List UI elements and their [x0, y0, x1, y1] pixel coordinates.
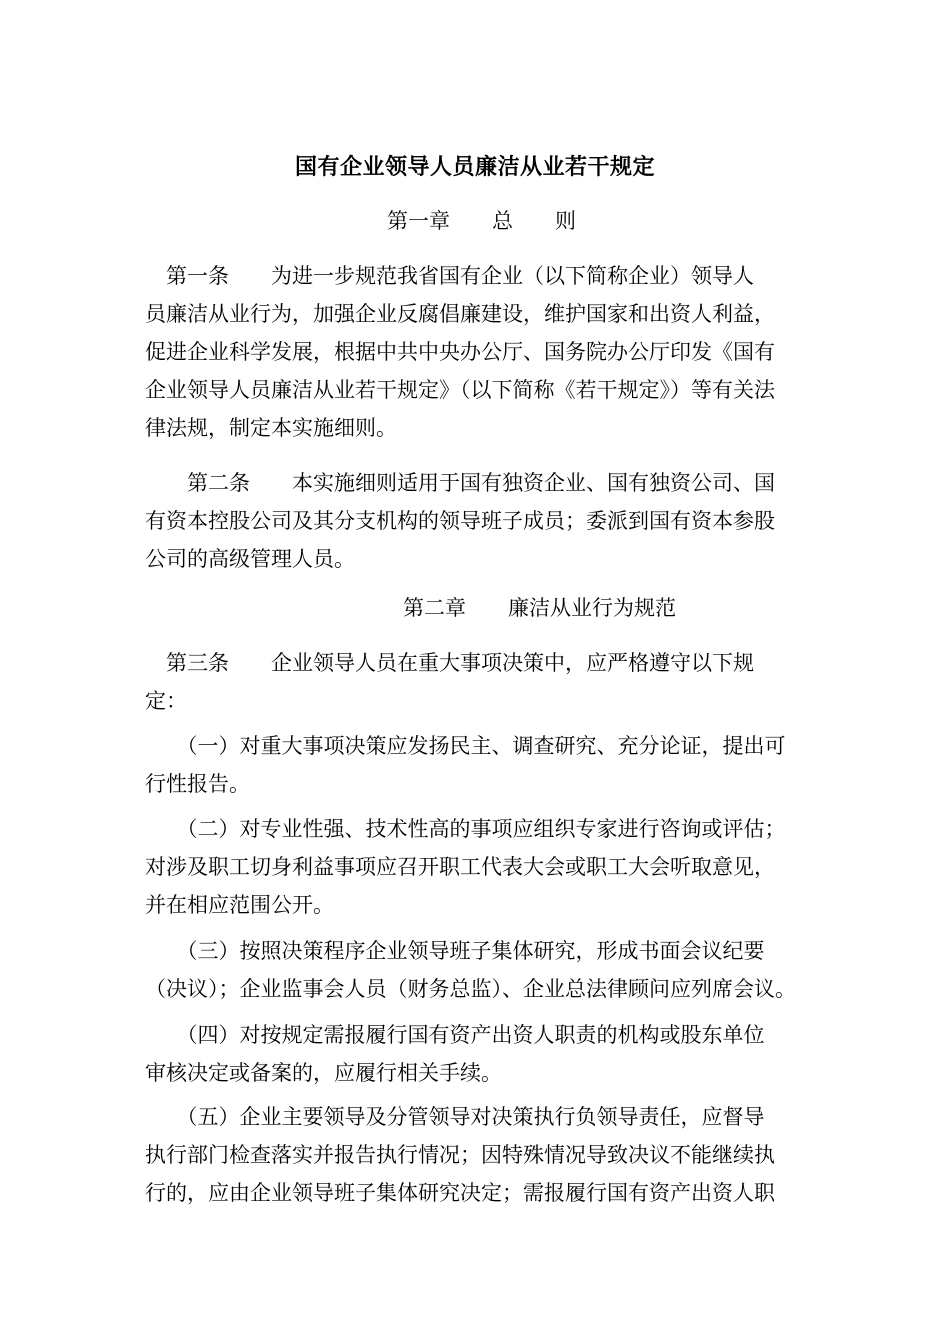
list-item — [145, 727, 807, 803]
text-line: 企业领导人员廉洁从业若干规定》（以下简称《若干规定》）等有关法 — [145, 378, 775, 402]
text-line: （决议）；企业监事会人员（财务总监）、企业总法律顾问应列席会议。 — [145, 977, 796, 1001]
text-line: （四）对按规定需报履行国有资产出资人职责的机构或股东单位 — [145, 1023, 765, 1047]
text-line: 员廉洁从业行为，加强企业反腐倡廉建设，维护国家和出资人利益， — [145, 302, 775, 326]
article-paragraph — [145, 464, 807, 578]
text-line: 律法规，制定本实施细则。 — [145, 416, 397, 440]
text-line: 有资本控股公司及其分支机构的领导班子成员；委派到国有资本参股 — [145, 509, 775, 533]
text-line: 审核决定或备案的，应履行相关手续。 — [145, 1061, 502, 1085]
text-line: 第一条 为进一步规范我省国有企业（以下简称企业）领导人 — [145, 264, 754, 288]
list-item — [145, 810, 807, 924]
text-line: 对涉及职工切身利益事项应召开职工代表大会或职工大会听取意见， — [145, 855, 775, 879]
list-item — [145, 1016, 807, 1092]
text-line: （五）企业主要领导及分管领导对决策执行负领导责任，应督导 — [145, 1105, 765, 1129]
document-title: 国有企业领导人员廉洁从业若干规定 — [294, 154, 655, 180]
text-line: 并在相应范围公开。 — [145, 893, 334, 917]
text-line: 促进企业科学发展，根据中共中央办公厅、国务院办公厅印发《国有 — [145, 340, 775, 364]
list-item — [145, 932, 807, 1008]
list-item — [145, 1098, 807, 1212]
chapter-heading: 第一章 总 则 — [387, 209, 576, 233]
text-line: 定： — [145, 689, 187, 713]
text-line: 第二条 本实施细则适用于国有独资企业、国有独资公司、国 — [145, 471, 775, 495]
article-paragraph — [145, 257, 807, 447]
text-line: （一）对重大事项决策应发扬民主、调查研究、充分论证，提出可 — [145, 734, 786, 758]
text-line: 公司的高级管理人员。 — [145, 547, 355, 571]
text-line: 行性报告。 — [145, 772, 250, 796]
text-line: 第三条 企业领导人员在重大事项决策中，应严格遵守以下规 — [145, 651, 754, 675]
text-line: 执行部门检查落实并报告执行情况；因特殊情况导致决议不能继续执 — [145, 1143, 775, 1167]
text-line: （三）按照决策程序企业领导班子集体研究，形成书面会议纪要 — [145, 939, 765, 963]
text-line: （二）对专业性强、技术性高的事项应组织专家进行咨询或评估； — [145, 817, 786, 841]
article-paragraph — [145, 644, 807, 720]
text-line: 行的，应由企业领导班子集体研究决定；需报履行国有资产出资人职 — [145, 1181, 775, 1205]
chapter-heading: 第二章 廉洁从业行为规范 — [403, 596, 676, 620]
